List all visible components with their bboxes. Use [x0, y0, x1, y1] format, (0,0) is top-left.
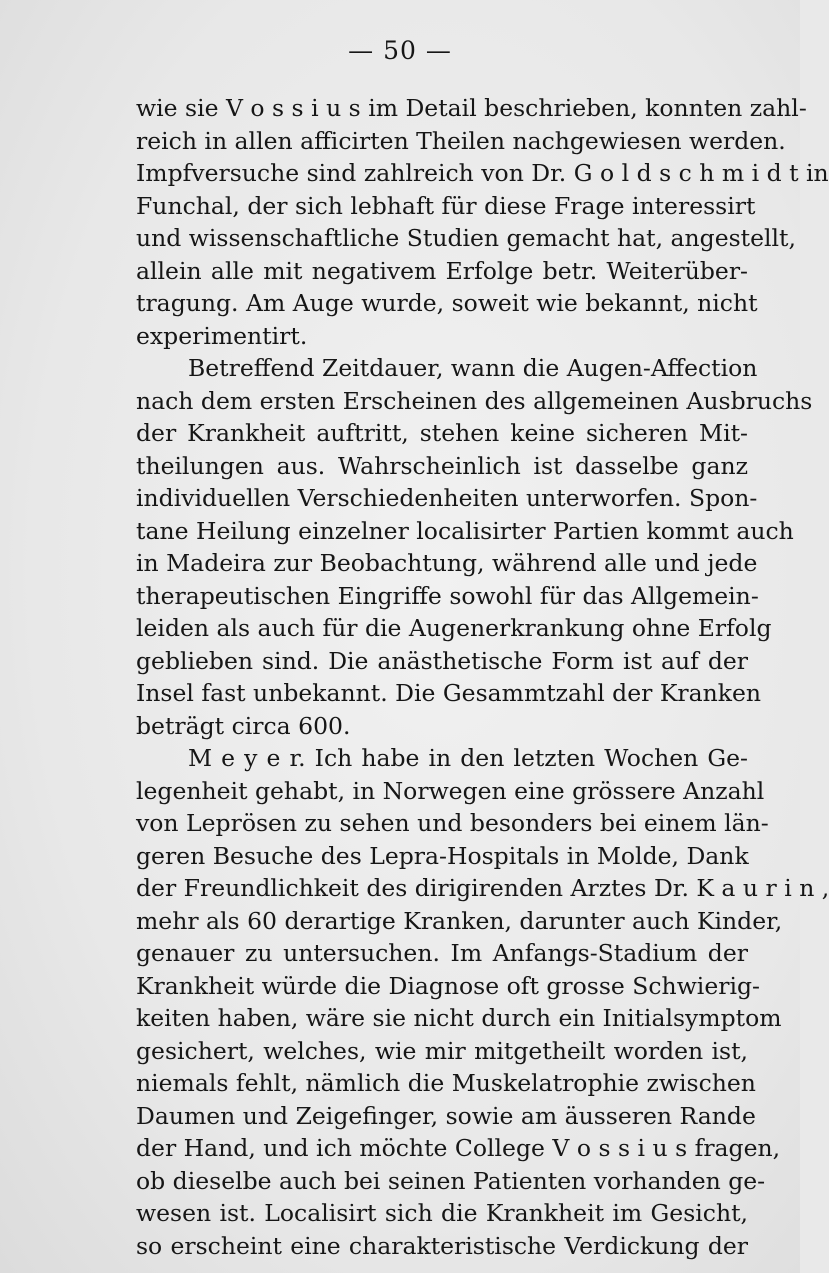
text-line: beträgt circa 600. [136, 711, 351, 740]
paragraph-1 [136, 92, 829, 352]
text-line: wesen ist. Localisirt sich die Krankheit im Gesicht, [136, 1199, 748, 1227]
text-line: tane Heilung einzelner localisirter Partien kommt auch [136, 516, 794, 545]
paragraph-2 [136, 352, 813, 742]
text-line: Funchal, der sich lebhaft für diese Frage interessirt [136, 191, 756, 220]
text-line: niemals fehlt, nämlich die Muskelatrophie zwischen [136, 1069, 756, 1097]
text-line: der Krankheit auftritt, stehen keine sicheren Mit- [136, 419, 748, 447]
text-line: reich in allen afficirten Theilen nachgewiesen werden. [136, 126, 786, 155]
text-line: therapeutischen Eingriffe sowohl für das Allgemein- [136, 581, 759, 610]
text-line: gesichert, welches, wie mir mitgetheilt worden ist, [136, 1036, 748, 1065]
text-line: der Hand, und ich möchte College V o s s i u s fragen, [136, 1134, 781, 1162]
text-line: genauer zu untersuchen. Im Anfangs-Stadium der [136, 939, 748, 967]
text-line: Insel fast unbekannt. Die Gesammtzahl der Kranken [136, 679, 762, 707]
text-line: allein alle mit negativem Erfolge betr. Weiterüber- [136, 256, 748, 285]
text-line: theilungen aus. Wahrscheinlich ist dasselbe ganz [136, 451, 748, 480]
text-line: mehr als 60 derartige Kranken, darunter auch Kinder, [136, 906, 783, 935]
text-line: von Leprösen zu sehen und besonders bei einem län- [136, 809, 769, 837]
text-line: geren Besuche des Lepra-Hospitals in Molde, Dank [136, 841, 749, 870]
text-line: keiten haben, wäre sie nicht durch ein Initialsymptom [136, 1004, 782, 1032]
text-line: der Freundlichkeit des dirigirenden Arztes Dr. K a u r i n , [136, 874, 829, 902]
text-line: Krankheit würde die Diagnose oft grosse Schwierig- [136, 971, 760, 1000]
text-line: leiden als auch für die Augenerkrankung ohne Erfolg [136, 614, 772, 642]
text-line: Impfversuche sind zahlreich von Dr. G o l d s c h m i d t in [136, 159, 829, 187]
text-line: so erscheint eine charakteristische Verdickung der [136, 1231, 748, 1260]
text-line: in Madeira zur Beobachtung, während alle und jede [136, 549, 758, 577]
text-line: nach dem ersten Erscheinen des allgemeinen Ausbruchs [136, 386, 813, 415]
text-line: individuellen Verschiedenheiten unterworfen. Spon- [136, 484, 758, 512]
text-line: geblieben sind. Die anästhetische Form ist auf der [136, 646, 748, 675]
text-line: ob dieselbe auch bei seinen Patienten vorhanden ge- [136, 1166, 766, 1195]
text-line: wie sie V o s s i u s im Detail beschrieben, konnten zahl- [136, 94, 807, 122]
page-number: — 50 — [348, 36, 452, 65]
text-line: M e y e r. Ich habe in den letzten Wochen Ge- [188, 744, 748, 772]
text-line: und wissenschaftliche Studien gemacht hat, angestellt, [136, 224, 796, 252]
text-line: legenheit gehabt, in Norwegen eine grössere Anzahl [136, 776, 765, 805]
text-line: Daumen und Zeigefinger, sowie am äusseren Rande [136, 1101, 756, 1130]
paragraph-3 [136, 742, 829, 1262]
text-line: tragung. Am Auge wurde, soweit wie bekannt, nicht [136, 289, 758, 317]
text-line: Betreffend Zeitdauer, wann die Augen-Affection [188, 354, 758, 382]
text-line: experimentirt. [136, 321, 308, 350]
